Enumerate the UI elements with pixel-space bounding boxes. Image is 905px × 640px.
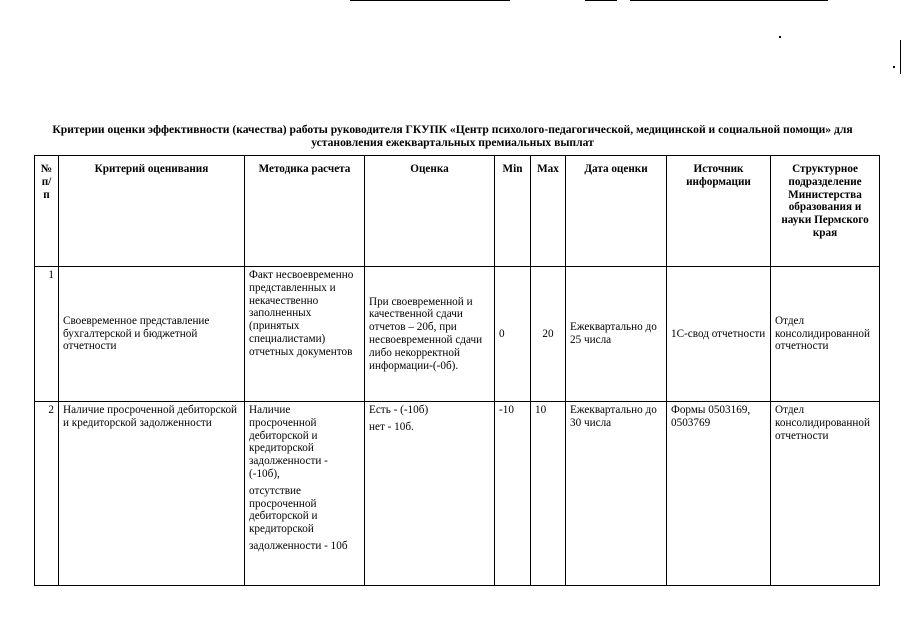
row-criterion: Своевременное представление бухгалтерской и бюджетной отчетности <box>59 267 245 402</box>
row-division: Отдел консолидированной отчетности <box>771 267 880 402</box>
header-division: Структурное подразделение Министерства образования и науки Пермского края <box>771 156 880 267</box>
row-min: 0 <box>495 267 531 402</box>
row-assessment-part: Есть - (-10б) <box>369 404 429 416</box>
table-row <box>35 267 880 402</box>
row-method: Факт несвоевременно представленных и некачественно заполненных (принятых специалистами) отчетных документов <box>245 267 365 402</box>
scan-artifact-dot <box>893 66 895 68</box>
header-max: Max <box>531 156 566 267</box>
row-max: 20 <box>531 267 566 402</box>
row-method <box>245 402 365 586</box>
row-num: 1 <box>35 267 59 402</box>
row-num: 2 <box>35 402 59 586</box>
row-method-part: отсутствие просроченной дебиторской и кредиторской <box>249 484 318 536</box>
header-assessment: Оценка <box>365 156 495 267</box>
row-assessment <box>365 402 495 586</box>
header-source: Источник информации <box>667 156 771 267</box>
row-division: Отдел консолидированной отчетности <box>771 402 880 586</box>
scan-artifact-dot <box>779 36 781 38</box>
scan-artifact-line <box>350 0 510 1</box>
header-min: Min <box>495 156 531 267</box>
row-method-part: Наличие просроченной дебиторской и кредиторской задолженности - (-10б), <box>249 404 328 480</box>
row-max: 10 <box>531 402 566 586</box>
row-date: Ежеквартально до 25 числа <box>566 267 667 402</box>
row-min: -10 <box>495 402 531 586</box>
table-row <box>35 402 880 586</box>
row-source: 1С-свод отчетности <box>667 267 771 402</box>
header-num: № п/п <box>35 156 59 267</box>
row-assessment-part: нет - 10б. <box>369 420 414 433</box>
scan-artifact-line <box>630 0 828 1</box>
scan-artifact-line <box>585 0 617 1</box>
table-header-row <box>35 156 880 267</box>
header-method: Методика расчета <box>245 156 365 267</box>
row-date: Ежеквартально до 30 числа <box>566 402 667 586</box>
document-title: Критерии оценки эффективности (качества) работы руководителя ГКУПК «Центр психолого-педагогической, медицинской и социальной помощи» для установления ежеквартальных премиальных выплат <box>52 123 853 149</box>
row-source: Формы 0503169, 0503769 <box>667 402 771 586</box>
header-criterion: Критерий оценивания <box>59 156 245 267</box>
header-date: Дата оценки <box>566 156 667 267</box>
row-assessment: При своевременной и качественной сдачи отчетов – 20б, при несвоевременной сдачи либо некорректной информации-(-0б). <box>365 267 495 402</box>
row-method-part: задолженности - 10б <box>249 539 348 552</box>
scan-artifact-edge <box>900 40 901 74</box>
row-criterion: Наличие просроченной дебиторской и кредиторской задолженности <box>59 402 245 586</box>
criteria-table <box>34 155 880 586</box>
